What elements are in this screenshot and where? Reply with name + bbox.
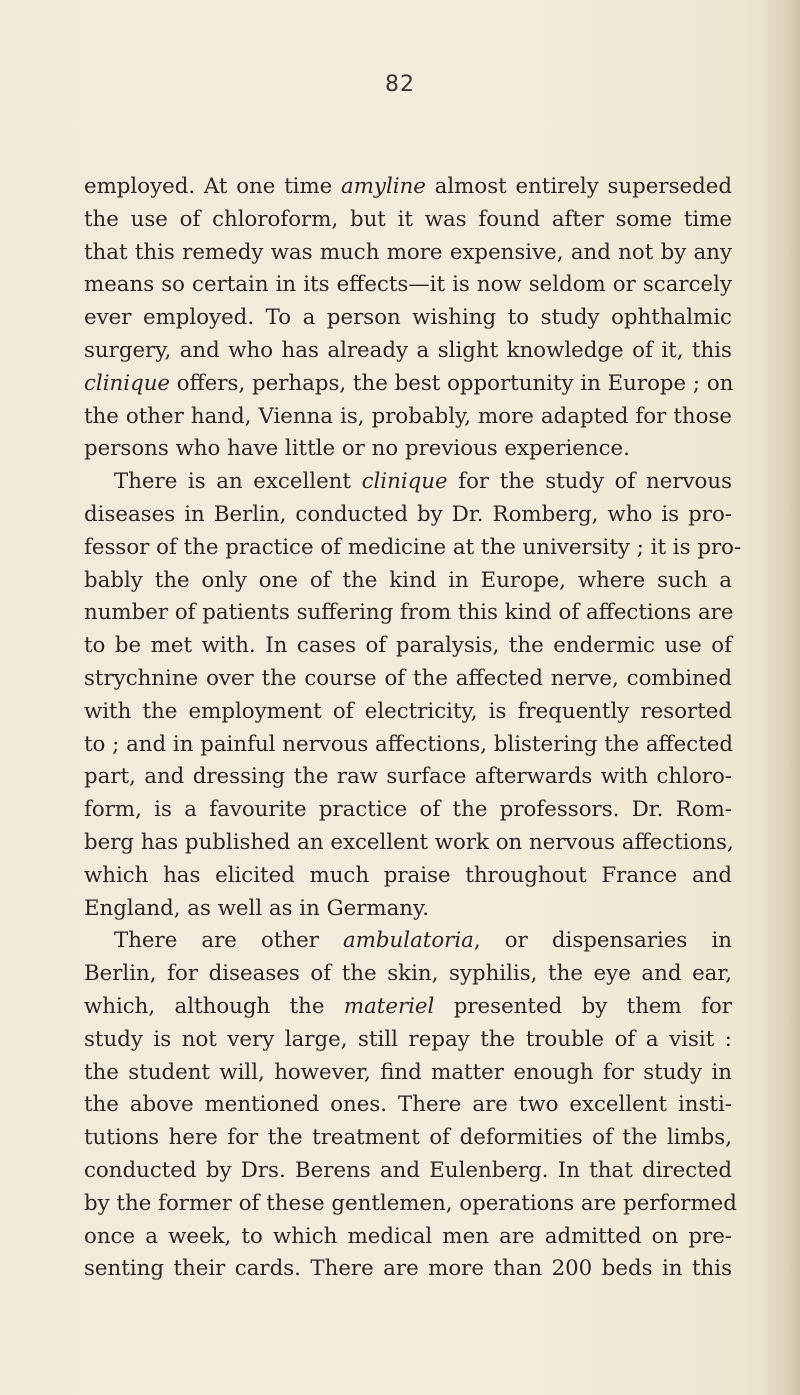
page-number: 82 xyxy=(385,72,415,97)
text-run: the use of chloroform, but it was found after some time xyxy=(84,206,732,232)
text-run: employed. At one time xyxy=(84,174,342,199)
text-run: to be met with. In cases of paralysis, the endermic use of xyxy=(84,633,732,659)
page-edge-shadow xyxy=(760,0,800,1395)
text-line xyxy=(84,335,732,368)
text-line xyxy=(84,433,732,466)
text-line xyxy=(84,630,732,663)
text-run: strychnine over the course of the affected nerve, combined xyxy=(84,665,732,691)
text-run: bably the only one of the kind in Europe, where such a xyxy=(84,567,732,593)
text-line xyxy=(84,1155,732,1188)
text-line xyxy=(84,761,732,794)
text-run: surgery, and who has already a slight knowledge of it, this xyxy=(84,337,732,363)
text-line xyxy=(84,729,732,762)
text-run: number of patients suffering from this kind of affections are xyxy=(84,600,734,626)
text-run: offers, perhaps, the best opportunity in Europe ; on xyxy=(170,370,734,396)
text-line xyxy=(84,1057,732,1090)
text-line xyxy=(84,1188,737,1221)
text-run: There is an excellent xyxy=(114,469,362,495)
italic-text: clinique xyxy=(361,469,448,495)
text-run: persons who have little or no previous experience. xyxy=(84,436,630,462)
text-line xyxy=(84,499,732,532)
text-run: the other hand, Vienna is, probably, more adapted for those xyxy=(84,403,732,429)
text-run: fessor of the practice of medicine at the university ; it is pro- xyxy=(84,534,742,560)
text-run: that this remedy was much more expensive, and not by any xyxy=(84,239,732,265)
text-line xyxy=(84,401,732,434)
text-run: to ; and in painful nervous affections, blistering the affected xyxy=(84,731,734,757)
text-line xyxy=(84,925,732,958)
text-run: by the former of these gentlemen, operations are performed xyxy=(84,1190,737,1216)
text-line xyxy=(84,1253,732,1286)
text-run: for the study of nervous xyxy=(447,469,732,495)
text-line xyxy=(84,368,732,401)
text-run: means so certain in its effects—it is now seldom or scarcely xyxy=(84,272,732,298)
italic-text: materiel xyxy=(343,993,435,1019)
text-line xyxy=(84,893,732,926)
text-run: the student will, however, find matter enough for study in xyxy=(84,1059,732,1085)
text-run: tutions here for the treatment of deformities of the limbs, xyxy=(84,1125,732,1151)
text-run: Berlin, for diseases of the skin, syphilis, the eye and ear, xyxy=(84,961,732,987)
text-run: part, and dressing the raw surface afterwards with chloro- xyxy=(84,764,732,790)
text-run: , or dispensaries in xyxy=(473,928,732,954)
text-line xyxy=(84,597,732,630)
text-run: conducted by Drs. Berens and Eulenberg. In that directed xyxy=(84,1157,732,1183)
text-line xyxy=(84,466,732,499)
text-line xyxy=(84,991,732,1024)
body-text xyxy=(84,171,742,1286)
text-run: presented by them for xyxy=(434,993,732,1019)
text-line xyxy=(84,204,732,237)
text-run: the above mentioned ones. There are two excellent insti- xyxy=(84,1092,732,1118)
text-run: with the employment of electricity, is frequently resorted xyxy=(84,698,732,724)
text-line xyxy=(84,958,732,991)
text-line xyxy=(84,532,742,565)
text-run: ever employed. To a person wishing to study ophthalmic xyxy=(84,305,732,331)
italic-text: clinique xyxy=(84,370,171,396)
text-run: England, as well as in Germany. xyxy=(84,895,429,921)
text-line xyxy=(84,696,732,729)
text-run: almost entirely superseded xyxy=(425,174,732,199)
text-run: once a week, to which medical men are admitted on pre- xyxy=(84,1223,732,1249)
text-line xyxy=(84,302,732,335)
italic-text: amyline xyxy=(341,174,426,199)
text-run: senting their cards. There are more than 200 beds in this xyxy=(84,1256,732,1282)
text-line xyxy=(84,1024,732,1057)
text-line xyxy=(84,1221,732,1254)
text-run: berg has published an excellent work on nervous affections, xyxy=(84,829,734,855)
text-line xyxy=(84,237,732,270)
text-run: which, although the xyxy=(84,993,344,1019)
text-line xyxy=(84,827,732,860)
text-line xyxy=(84,1122,732,1155)
text-line xyxy=(84,663,732,696)
text-line xyxy=(84,565,732,598)
text-run: There are other xyxy=(114,928,344,954)
text-line xyxy=(84,1089,732,1122)
text-line xyxy=(84,794,732,827)
text-run: diseases in Berlin, conducted by Dr. Romberg, who is pro- xyxy=(84,501,732,527)
italic-text: ambulatoria xyxy=(343,928,474,954)
text-line xyxy=(84,171,732,204)
text-line xyxy=(84,269,732,302)
text-run: study is not very large, still repay the trouble of a visit : xyxy=(84,1026,732,1052)
text-run: which has elicited much praise throughout France and xyxy=(84,862,732,888)
text-line xyxy=(84,860,732,893)
text-run: form, is a favourite practice of the professors. Dr. Rom- xyxy=(84,797,732,823)
